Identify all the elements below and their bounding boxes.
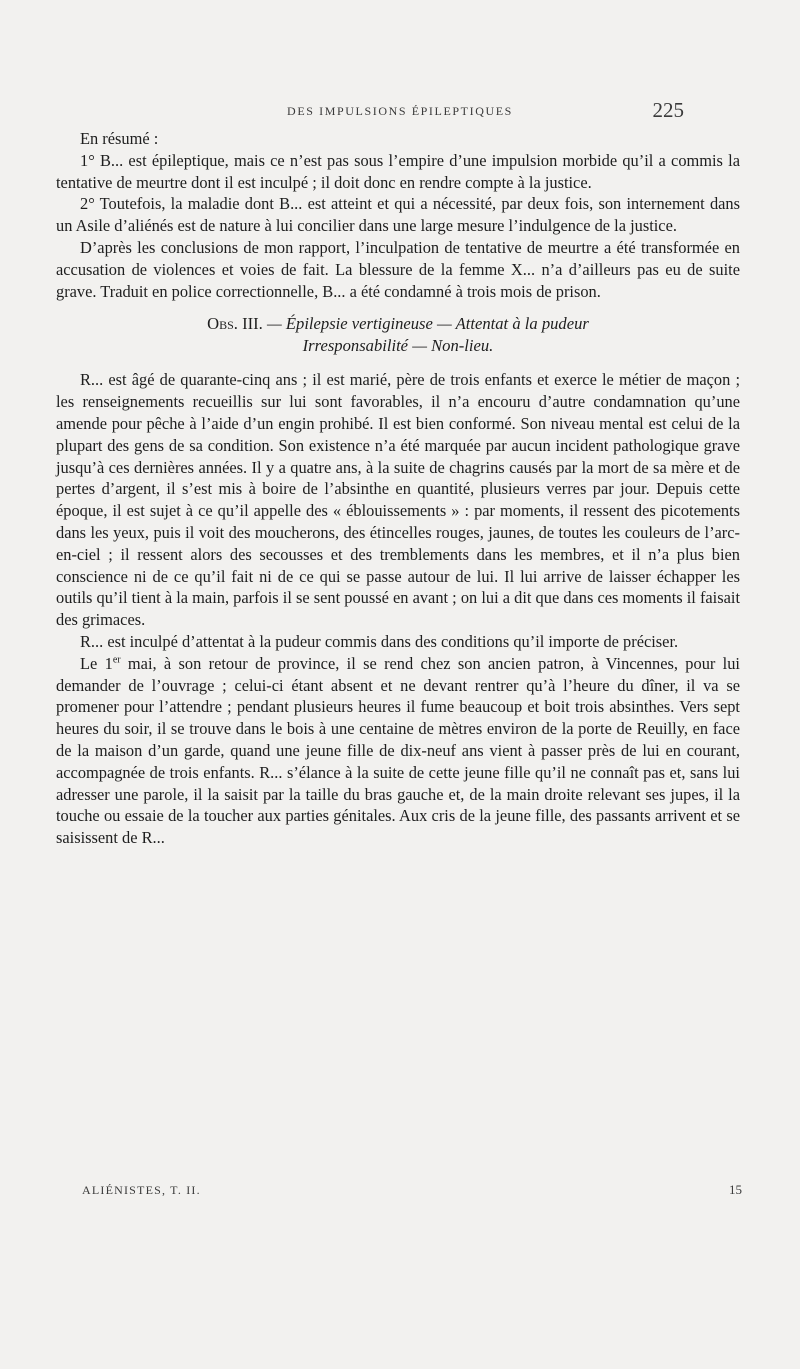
observation-title-line-2: Irresponsabilité — Non-lieu. [302,336,494,356]
printer-signature: ALIÉNISTES, T. II. [82,1183,201,1197]
observation-label: Obs. III. [207,314,263,334]
paragraph-case-history: R... est âgé de quarante-cinq ans ; il est marié, père de trois enfants et exerce le métier de maçon ; les renseignements recueillis sur lui sont favorables, il n’a encouru d’autre condamnation qu’une amende pour pêche à l’aide d’un engin prohibé. Il est bien conformé. Son niveau mental est celui de la plupart des gens de sa condition. Son existence n’a été marquée par aucun incident pathologique grave jusqu’à ces dernières années. Il y a quatre ans, à la suite de chagrins causés par la mort de sa mère et de pertes d’argent, il s’est mis à boire de l’absinthe en quantité, plusieurs verres par jour. Depuis cette époque, il est sujet à ce qu’il appelle des « éblouissements » : par moments, il ressent des picotements dans les yeux, puis il voit des moucherons, des étincelles rouges, jaunes, de toutes les couleurs de l’arc-en-ciel ; il ressent alors des secousses et des tremblements dans les membres, et il n’a plus bien conscience ni de ce qu’il fait ni de ce qui se passe autour de lui. Il lui arrive de laisser échapper les outils qu’il tient à la main, parfois il se sent poussé en avant ; on lui a dit que dans ces moments il faisait des grimaces. [56,370,740,630]
paragraph-summary-intro: En résumé : [80,129,159,148]
paragraph-incident [56,653,740,849]
paragraph-outcome: D’après les conclusions de mon rapport, l’inculpation de tentative de meurtre a été transformée en accusation de violences et voies de fait. La blessure de la femme X... n’a d’ailleurs pas eu de suite grave. Traduit en police correctionnelle, B... a été condamné à trois mois de prison. [56,237,740,301]
observation-heading [56,313,740,357]
sheet-number: 15 [729,1182,742,1197]
paragraph-charge: R... est inculpé d’attentat à la pudeur commis dans des conditions qu’il importe de préciser. [80,631,679,651]
paragraph-conclusion-2: 2° Toutefois, la maladie dont B... est atteint et qui a nécessité, par deux fois, son internement dans un Asile d’aliénés est de nature à lui concilier dans une large mesure l’indulgence de la justice. [56,194,740,236]
spacer [56,357,740,369]
paragraph-conclusion-1: 1° B... est épileptique, mais ce n’est pas sous l’empire d’une impulsion morbide qu’il a commis la tentative de meurtre dont il est inculpé ; il doit donc en rendre compte à la justice. [56,150,740,192]
running-header: DES IMPULSIONS ÉPILEPTIQUES [287,104,513,118]
observation-title-line-1: — Épilepsie vertigineuse — Attentat à la pudeur [266,314,589,334]
body-text [56,128,740,849]
page-number: 225 [652,98,684,122]
date-ordinal-sup: er [112,654,121,666]
printer-signature-line [82,1183,742,1198]
incident-text: mai, à son retour de province, il se rend chez son ancien patron, à Vincennes, pour lui demander de l’ouvrage ; celui-ci étant absent et ne devant rentrer qu’à l’heure du dîner, il va se promener pour l’attendre ; pendant plusieurs heures il fume beaucoup et boit trois absinthes. Vers sept heures du soir, il se trouve dans le bois à une centaine de mètres environ de la porte de Reuilly, en face de la maison d’un garde, quand une jeune fille de dix-neuf ans vient à passer près de lui en courant, accompagnée de trois enfants. R... s’élance à la suite de cette jeune fille qu’il ne connaît pas et, sans lui adresser une parole, il la saisit par la taille du bras gauche et, de la main droite relevant ses jupes, il la touche ou essaie de la toucher aux parties génitales. Aux cris de la jeune fille, des passants arrivent et se saisissent de R... [56,653,740,848]
date-text: Le 1 [80,653,113,673]
